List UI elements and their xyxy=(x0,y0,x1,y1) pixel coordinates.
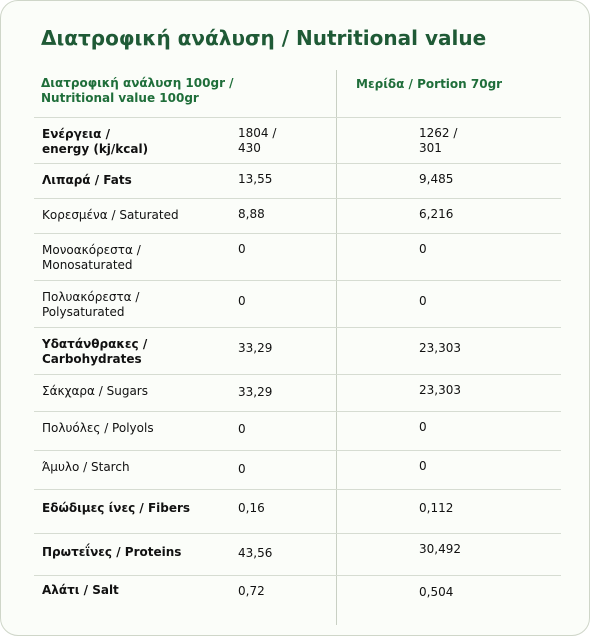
row-label: Εδώδιμες ίνες / Fibers xyxy=(42,501,191,515)
value-per-portion: 23,303 xyxy=(419,383,461,397)
row-label: Πολυακόρεστα / Polysaturated xyxy=(42,290,140,319)
table-row xyxy=(34,233,561,280)
value-per-100g: 33,29 xyxy=(238,385,273,399)
table-row xyxy=(34,280,561,327)
row-label: Υδατάνθρακες / Carbohydrates xyxy=(42,337,148,366)
nutrition-table xyxy=(34,117,561,622)
header-per-100g-line1: Διατροφική ανάλυση 100gr / xyxy=(41,76,234,90)
row-label: Πολυόλες / Polyols xyxy=(42,421,154,435)
row-label: Μονοακόρεστα / Monosaturated xyxy=(42,243,141,272)
page-title: Διατροφική ανάλυση / Nutritional value xyxy=(41,26,487,50)
value-per-100g: 0 xyxy=(238,462,246,476)
value-per-portion: 23,303 xyxy=(419,341,461,355)
table-row xyxy=(34,575,561,622)
value-per-portion: 1262 / 301 xyxy=(419,126,458,155)
table-row xyxy=(34,327,561,374)
table-row xyxy=(34,411,561,450)
value-per-100g: 8,88 xyxy=(238,207,265,221)
table-row xyxy=(34,489,561,533)
value-per-100g: 0,16 xyxy=(238,501,265,515)
value-per-portion: 30,492 xyxy=(419,542,461,556)
value-per-100g: 13,55 xyxy=(238,172,273,186)
value-per-100g: 0 xyxy=(238,242,246,256)
row-label: Κορεσμένα / Saturated xyxy=(42,208,179,222)
table-row xyxy=(34,117,561,163)
value-per-100g: 43,56 xyxy=(238,546,273,560)
header-per-100g-line2: Nutritional value 100gr xyxy=(41,91,199,105)
table-row xyxy=(34,374,561,411)
table-row xyxy=(34,163,561,198)
row-label: Σάκχαρα / Sugars xyxy=(42,384,148,398)
header-portion: Μερίδα / Portion 70gr xyxy=(356,77,503,91)
value-per-portion: 0 xyxy=(419,294,427,308)
table-row xyxy=(34,198,561,233)
row-label: Ενέργεια / energy (kj/kcal) xyxy=(42,127,149,156)
table-row xyxy=(34,450,561,489)
value-per-portion: 0,112 xyxy=(419,501,454,515)
value-per-100g: 1804 / 430 xyxy=(238,126,277,155)
value-per-100g: 0,72 xyxy=(238,584,265,598)
value-per-portion: 0 xyxy=(419,420,427,434)
value-per-100g: 0 xyxy=(238,422,246,436)
table-row xyxy=(34,533,561,575)
row-label: Πρωτεΐνες / Proteins xyxy=(42,545,182,559)
value-per-100g: 0 xyxy=(238,294,246,308)
value-per-portion: 6,216 xyxy=(419,207,454,221)
row-label: Λιπαρά / Fats xyxy=(42,173,132,187)
value-per-portion: 0,504 xyxy=(419,585,454,599)
value-per-portion: 0 xyxy=(419,242,427,256)
header-per-100g xyxy=(41,76,281,106)
row-label: Άμυλο / Starch xyxy=(42,460,130,474)
value-per-portion: 9,485 xyxy=(419,172,454,186)
value-per-100g: 33,29 xyxy=(238,341,273,355)
value-per-portion: 0 xyxy=(419,459,427,473)
row-label: Αλάτι / Salt xyxy=(42,583,119,597)
